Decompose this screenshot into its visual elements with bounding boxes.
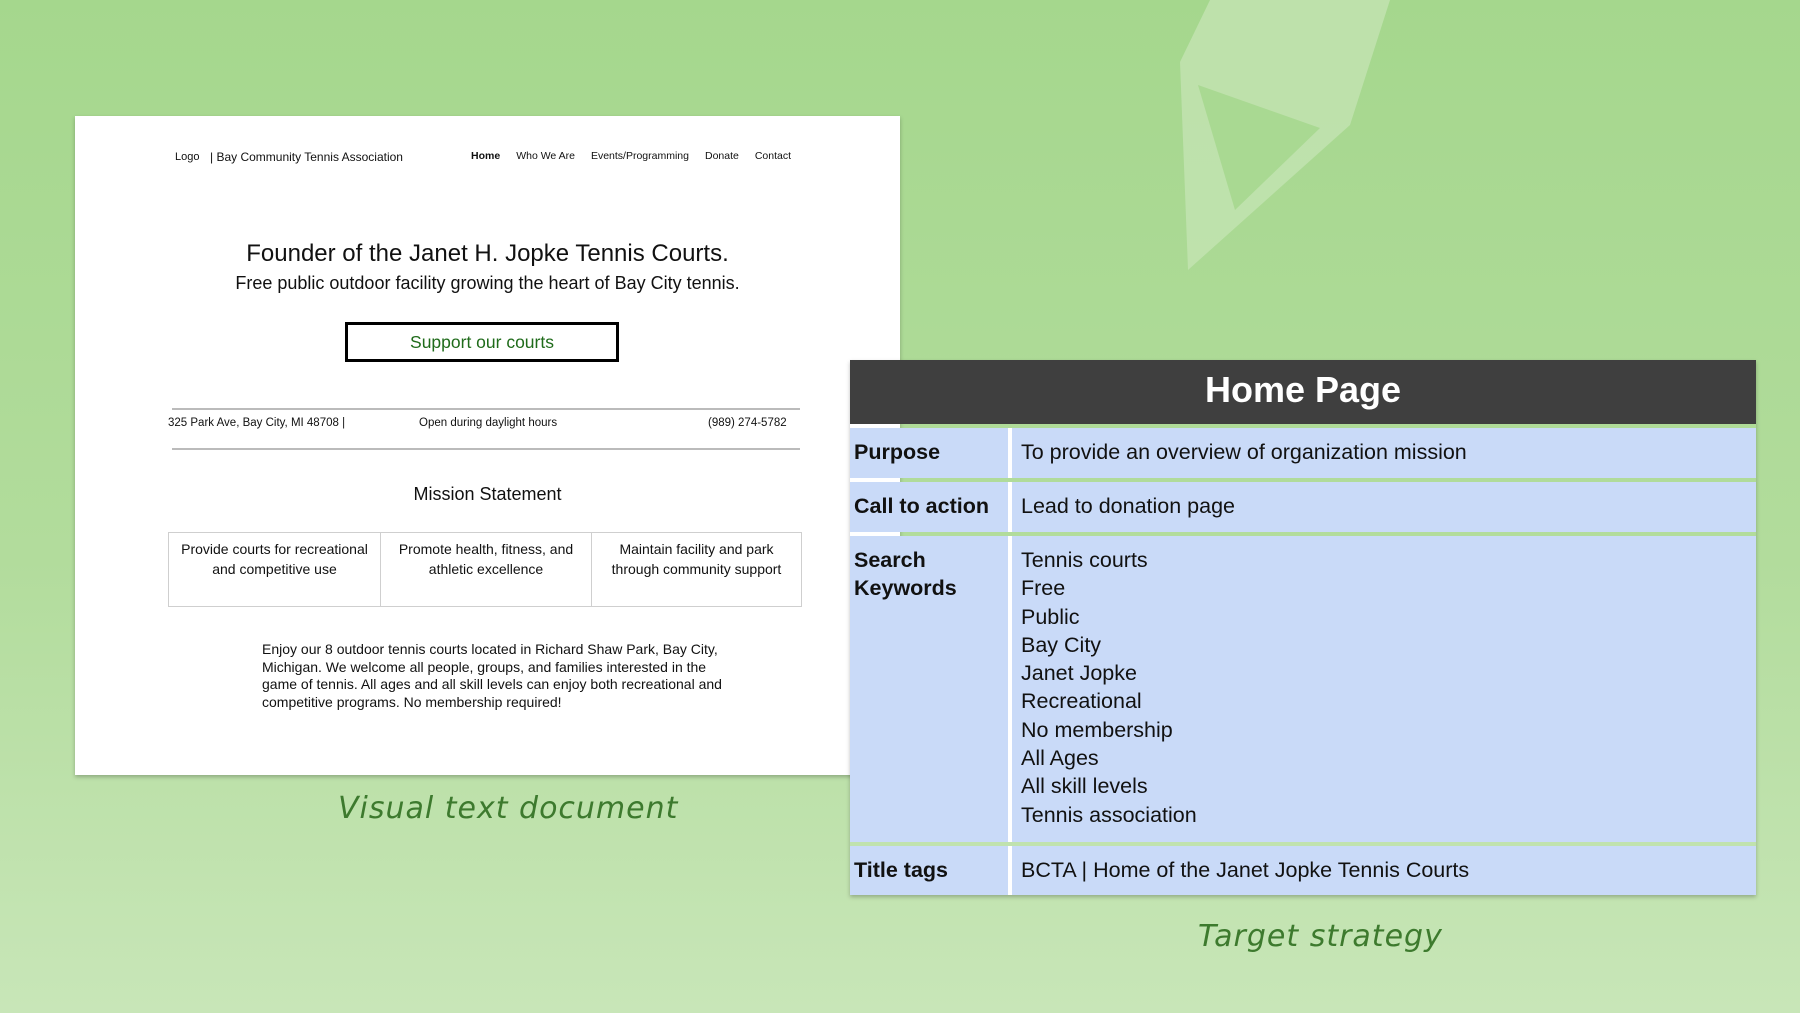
mission-item: Promote health, fitness, and athletic excellence xyxy=(381,533,592,606)
row-value-purpose: To provide an overview of organization mission xyxy=(1012,428,1756,478)
mission-title: Mission Statement xyxy=(413,484,562,504)
nav-item-who-we-are[interactable]: Who We Are xyxy=(516,150,575,162)
support-courts-button[interactable]: Support our courts xyxy=(345,322,619,362)
row-label-title-tags: Title tags xyxy=(850,846,1008,895)
mission-item: Maintain facility and park through community support xyxy=(611,541,782,577)
keyword-list xyxy=(1012,536,1756,842)
row-label-call-to-action: Call to action xyxy=(850,482,1008,532)
row-label-search-keywords: Search Keywords xyxy=(850,536,1008,842)
row-value-title-tags: BCTA | Home of the Janet Jopke Tennis Courts xyxy=(1012,846,1756,895)
divider-bottom xyxy=(172,448,800,450)
keyword-item: All Ages xyxy=(1021,746,1099,771)
hours-text: Open during daylight hours xyxy=(419,417,558,429)
row-value-call-to-action: Lead to donation page xyxy=(1012,482,1756,532)
keyword-item: Bay City xyxy=(1021,632,1102,657)
visual-text-document xyxy=(75,116,900,775)
keyword-item: Public xyxy=(1021,604,1080,629)
hero-subheadline: Free public outdoor facility growing the heart of Bay City tennis. xyxy=(235,273,740,293)
strategy-title: Home Page xyxy=(850,360,1756,424)
table-row xyxy=(850,428,1756,478)
keyword-item: Tennis association xyxy=(1021,802,1197,827)
keyword-item: No membership xyxy=(1021,717,1173,742)
keyword-item: Tennis courts xyxy=(1021,548,1148,572)
table-row xyxy=(850,846,1756,895)
table-row xyxy=(850,482,1756,532)
caption-visual-text-document: Visual text document xyxy=(338,791,679,826)
mission-item: Provide courts for recreational and competitive use xyxy=(169,533,381,606)
mission-table xyxy=(168,532,802,607)
nav-item-events[interactable]: Events/Programming xyxy=(590,150,689,162)
brand-name: | Bay Community Tennis Association xyxy=(210,150,403,164)
caption-target-strategy: Target strategy xyxy=(1198,919,1443,954)
top-nav xyxy=(471,150,791,162)
pencil-icon xyxy=(1150,0,1410,280)
logo-placeholder: Logo xyxy=(175,151,200,163)
divider-top xyxy=(172,408,800,410)
keyword-item: Free xyxy=(1021,576,1066,601)
table-row xyxy=(850,536,1756,842)
row-label-purpose: Purpose xyxy=(850,428,1008,478)
intro-paragraph: Enjoy our 8 outdoor tennis courts located in Richard Shaw Park, Bay City, Michigan. We welcome all people, groups, and families interested in the game of tennis. All ages and all skill levels can enjoy both recreational and competitive programs. No membership required! xyxy=(262,641,722,710)
address-text: 325 Park Ave, Bay City, MI 48708 | xyxy=(168,417,346,429)
phone-text: (989) 274-5782 xyxy=(708,417,787,429)
nav-item-donate[interactable]: Donate xyxy=(704,150,739,162)
nav-item-home[interactable]: Home xyxy=(471,150,501,162)
keyword-item: Janet Jopke xyxy=(1021,661,1137,686)
strategy-table xyxy=(850,360,1756,895)
nav-item-contact[interactable]: Contact xyxy=(754,150,792,162)
keyword-item: Recreational xyxy=(1021,689,1142,714)
hero-headline: Founder of the Janet H. Jopke Tennis Courts. xyxy=(246,240,729,267)
keyword-item: All skill levels xyxy=(1021,774,1148,799)
